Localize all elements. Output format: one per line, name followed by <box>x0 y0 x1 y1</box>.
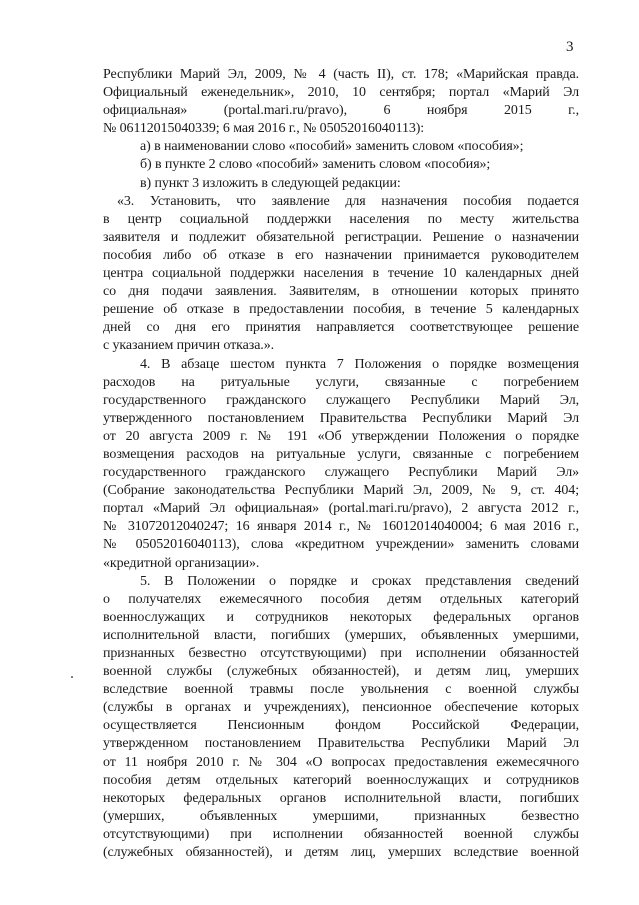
text-line: с указанием причин отказа.». <box>103 338 275 354</box>
text-line: военной службы (служебных обязанностей), и детям лиц, умерших <box>103 664 579 680</box>
text-line: в) пункт 3 изложить в следующей редакции: <box>140 175 401 191</box>
text-line: от 11 ноября 2010 г. № 304 «О вопросах предоставления ежемесячного <box>103 754 579 770</box>
text-line: решение об отказе в предоставлении пособия, в течение 5 календарных <box>103 302 579 318</box>
text-line: 4. В абзаце шестом пункта 7 Положения о порядке возмещения <box>140 356 579 372</box>
text-line: утвержденном постановлением Правительства Республики Марий Эл <box>103 736 579 752</box>
text-line: отсутствующими) при исполнении обязанностей военной службы <box>103 826 579 842</box>
text-line: «кредитной организации». <box>103 555 260 571</box>
text-line: пособия либо об отказе в его назначении принимается руководителем <box>103 247 579 263</box>
text-line: военнослужащих и сотрудников некоторых федеральных органов <box>103 609 579 625</box>
text-line: признанных безвестно отсутствующими) при исполнении обязанностей <box>103 646 579 661</box>
text-line: (служебных обязанностей), и детям лиц, умерших вследствие военной <box>103 845 579 861</box>
text-line: официальная» (portal.mari.ru/pravo), 6 ноября 2015 г., <box>103 103 579 119</box>
text-line: (службы в органах и учреждениях), пенсионное обеспечение которых <box>103 700 579 716</box>
text-line: а) в наименовании слово «пособий» заменить словом «пособия»; <box>140 139 524 155</box>
text-line: № 06112015040339; 6 мая 2016 г., № 05052016040113): <box>103 121 425 137</box>
body-text <box>103 66 579 862</box>
text-line: государственного гражданского служащего Республики Марий Эл» <box>103 465 579 481</box>
text-line: государственного гражданского служащего Республики Марий Эл, <box>103 392 579 408</box>
text-line: со дня подачи заявления. Заявителям, в отношении которых принято <box>103 284 579 300</box>
text-line: (умерших, объявленных умершими, признанных безвестно <box>103 808 579 824</box>
text-line: исполнительной власти, погибших (умерших, объявленных умершими, <box>103 627 579 643</box>
text-line: расходов на ритуальные услуги, связанные с погребением <box>103 374 579 390</box>
text-line: заявителя и подлежит обязательной регистрации. Решение о назначении <box>103 229 579 245</box>
text-line: 5. В Положении о порядке и сроках представления сведений <box>140 573 579 589</box>
text-line: осуществляется Пенсионным фондом Российской Федерации, <box>103 718 579 734</box>
text-line: возмещения расходов на ритуальные услуги, связанные с погребением <box>103 446 579 462</box>
text-line: утвержденного постановлением Правительства Республики Марий Эл <box>103 410 579 426</box>
text-line: о получателях ежемесячного пособия детям отдельных категорий <box>103 591 579 607</box>
text-line: № 05052016040113), слова «кредитном учреждении» заменить словами <box>103 537 579 553</box>
text-line: от 20 августа 2009 г. № 191 «Об утверждении Положения о порядке <box>103 428 579 444</box>
text-line: некоторых федеральных органов исполнительной власти, погибших <box>103 790 579 806</box>
text-line: в центр социальной поддержки населения по месту жительства <box>103 211 579 227</box>
text-line: Республики Марий Эл, 2009, № 4 (часть II), ст. 178; «Марийская правда. <box>103 67 579 82</box>
text-line: вследствие военной травмы после увольнения с военной службы <box>103 682 579 698</box>
text-line: портал «Марий Эл официальная» (portal.mari.ru/pravo), 2 августа 2012 г., <box>103 501 579 517</box>
text-line: б) в пункте 2 слово «пособий» заменить словом «пособия»; <box>140 157 491 173</box>
text-line: Официальный еженедельник», 2010, 10 сентября; портал «Марий Эл <box>103 85 579 101</box>
text-line: пособия детям отдельных категорий военнослужащих и сотрудников <box>103 772 579 788</box>
text-line: дней со дня его принятия направляется соответствующее решение <box>103 320 579 336</box>
page-number: 3 <box>566 39 574 55</box>
text-line: № 31072012040247; 16 января 2014 г., № 16012014040004; 6 мая 2016 г., <box>103 519 579 535</box>
scan-speck <box>71 676 73 678</box>
text-line: (Собрание законодательства Республики Марий Эл, 2009, № 9, ст. 404; <box>103 483 579 499</box>
text-line: «3. Установить, что заявление для назначения пособия подается <box>117 193 579 209</box>
text-line: центра социальной поддержки населения в течение 10 календарных дней <box>103 266 579 282</box>
